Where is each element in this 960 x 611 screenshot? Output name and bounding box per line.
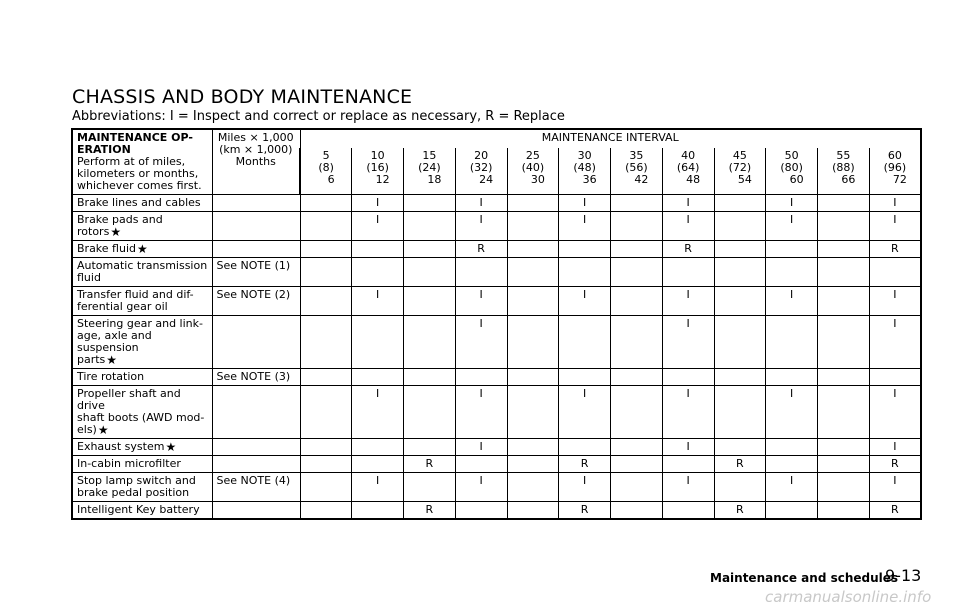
interval-cell	[611, 287, 663, 316]
units-miles: Miles × 1,000	[217, 131, 294, 144]
interval-cell: I	[559, 195, 611, 212]
interval-cell	[404, 386, 456, 439]
page-number: 9-13	[885, 566, 922, 585]
interval-months: 60	[789, 173, 804, 187]
interval-cell	[300, 369, 352, 386]
interval-cell	[766, 456, 818, 473]
table-row	[72, 258, 921, 287]
interval-months: 36	[582, 173, 597, 187]
interval-cell: I	[662, 473, 714, 502]
footer-section-title: Maintenance and schedules	[710, 571, 899, 585]
table-row	[72, 456, 921, 473]
interval-cell	[352, 439, 404, 456]
interval-months: 54	[737, 173, 752, 187]
interval-cell	[404, 369, 456, 386]
operation-header-note-2: kilometers or months,	[77, 167, 199, 180]
interval-cell	[559, 316, 611, 369]
interval-cell: I	[766, 287, 818, 316]
table-row	[72, 386, 921, 439]
operation-line: Propeller shaft and drive	[77, 387, 181, 412]
interval-cell: R	[869, 241, 921, 258]
interval-cell	[300, 195, 352, 212]
interval-col-60	[869, 148, 921, 194]
operation-line: parts	[77, 353, 106, 366]
interval-cell	[559, 439, 611, 456]
operation-line: Brake lines and cables	[77, 196, 201, 209]
interval-cell: I	[766, 473, 818, 502]
interval-cell	[507, 369, 559, 386]
interval-col-30	[559, 148, 611, 194]
interval-col-15	[404, 148, 456, 194]
interval-col-45	[714, 148, 766, 194]
interval-cell	[714, 473, 766, 502]
note-cell	[212, 456, 300, 473]
interval-cell	[611, 241, 663, 258]
interval-km: (40)	[521, 161, 545, 175]
interval-miles: 35	[629, 149, 644, 163]
interval-cell: I	[662, 195, 714, 212]
interval-col-5	[300, 148, 352, 194]
interval-cell: I	[662, 316, 714, 369]
interval-cell	[404, 258, 456, 287]
interval-cell	[869, 369, 921, 386]
interval-cell: I	[455, 212, 507, 241]
interval-cell	[662, 502, 714, 520]
interval-cell: I	[559, 386, 611, 439]
interval-cell	[714, 386, 766, 439]
interval-cell	[818, 502, 870, 520]
interval-cell: I	[766, 212, 818, 241]
interval-cell	[766, 369, 818, 386]
interval-cell: I	[662, 386, 714, 439]
interval-cell	[818, 287, 870, 316]
interval-cell	[714, 258, 766, 287]
interval-months: 30	[530, 173, 545, 187]
star-icon: ★	[137, 242, 148, 256]
interval-km: (8)	[318, 161, 334, 175]
interval-cell	[611, 439, 663, 456]
operation-cell	[72, 386, 212, 439]
interval-cell: I	[455, 473, 507, 502]
interval-cell	[818, 212, 870, 241]
interval-cell	[507, 386, 559, 439]
interval-cell	[300, 456, 352, 473]
operation-cell	[72, 287, 212, 316]
interval-cell	[404, 439, 456, 456]
interval-cell: I	[352, 195, 404, 212]
note-cell	[212, 316, 300, 369]
interval-cell	[507, 456, 559, 473]
interval-cell	[300, 287, 352, 316]
interval-km: (56)	[625, 161, 648, 175]
interval-cell	[818, 241, 870, 258]
operation-header-note-1: Perform at of miles,	[77, 155, 186, 168]
interval-cell	[507, 439, 559, 456]
interval-months: 42	[634, 173, 649, 187]
table-row	[72, 195, 921, 212]
operation-header-title-1: MAINTENANCE OP-	[77, 131, 193, 144]
interval-cell	[455, 456, 507, 473]
interval-cell	[662, 456, 714, 473]
interval-months: 24	[479, 173, 494, 187]
interval-cell: R	[714, 502, 766, 520]
page-title: CHASSIS AND BODY MAINTENANCE	[72, 86, 413, 108]
interval-miles: 50	[784, 149, 799, 163]
operation-line: ferential gear oil	[77, 300, 168, 313]
note-cell	[212, 195, 300, 212]
interval-col-20	[455, 148, 507, 194]
interval-km: (16)	[366, 161, 389, 175]
interval-km: (32)	[469, 161, 493, 175]
interval-cell	[714, 439, 766, 456]
units-header	[212, 129, 300, 195]
operation-line: Stop lamp switch and	[77, 474, 196, 487]
interval-cell	[818, 195, 870, 212]
interval-cell	[300, 439, 352, 456]
interval-cell	[714, 316, 766, 369]
table-row	[72, 316, 921, 369]
interval-cell	[404, 316, 456, 369]
table-row	[72, 369, 921, 386]
interval-months: 18	[427, 173, 442, 187]
interval-cell	[507, 212, 559, 241]
interval-km: (72)	[728, 161, 752, 175]
interval-cell	[559, 258, 611, 287]
operation-cell	[72, 195, 212, 212]
table-row	[72, 212, 921, 241]
interval-cell: I	[869, 316, 921, 369]
interval-cell: I	[869, 212, 921, 241]
interval-cell	[352, 316, 404, 369]
note-cell: See NOTE (3)	[212, 369, 300, 386]
interval-cell: I	[455, 195, 507, 212]
operation-cell	[72, 241, 212, 258]
interval-cell: R	[869, 456, 921, 473]
units-months: Months	[235, 155, 276, 168]
operation-line-wrap	[77, 424, 208, 436]
maintenance-table	[71, 128, 922, 520]
table-body	[72, 195, 921, 520]
interval-cell: I	[455, 386, 507, 439]
interval-cell	[404, 212, 456, 241]
interval-cell: I	[455, 287, 507, 316]
operation-line-wrap	[77, 354, 208, 366]
interval-cell	[507, 258, 559, 287]
interval-km: (64)	[676, 161, 700, 175]
operation-line: Intelligent Key battery	[77, 503, 200, 516]
interval-cell	[611, 386, 663, 439]
operation-cell	[72, 456, 212, 473]
interval-cell	[766, 439, 818, 456]
interval-cell	[662, 369, 714, 386]
interval-cell	[352, 258, 404, 287]
operation-line: Automatic transmission	[77, 259, 208, 272]
interval-cell	[714, 212, 766, 241]
operation-line: age, axle and suspension	[77, 329, 152, 354]
interval-col-50	[766, 148, 818, 194]
interval-km: (24)	[418, 161, 441, 175]
interval-cell: R	[455, 241, 507, 258]
note-cell: See NOTE (4)	[212, 473, 300, 502]
interval-cell: R	[869, 502, 921, 520]
interval-cell	[300, 258, 352, 287]
interval-cell	[818, 473, 870, 502]
note-cell	[212, 386, 300, 439]
interval-miles: 5	[322, 149, 330, 163]
units-km: (km × 1,000)	[219, 143, 293, 156]
operation-line: Tire rotation	[77, 370, 145, 383]
interval-col-25	[507, 148, 559, 194]
interval-months: 48	[686, 173, 701, 187]
operation-cell	[72, 369, 212, 386]
interval-cell	[404, 287, 456, 316]
interval-cell	[611, 456, 663, 473]
interval-cell: I	[352, 212, 404, 241]
abbreviations-note: Abbreviations: I = Inspect and correct or replace as necessary, R = Replace	[72, 109, 565, 124]
interval-cell	[507, 287, 559, 316]
interval-cell	[662, 258, 714, 287]
interval-miles: 25	[525, 149, 540, 163]
operation-cell	[72, 212, 212, 241]
interval-cell	[611, 316, 663, 369]
operation-header-note-3: whichever comes first.	[77, 179, 202, 192]
interval-cell	[404, 473, 456, 502]
interval-cell	[818, 369, 870, 386]
operation-cell	[72, 316, 212, 369]
interval-cell: I	[559, 473, 611, 502]
operation-header	[72, 129, 212, 195]
interval-km: (48)	[573, 161, 596, 175]
interval-cell	[818, 258, 870, 287]
table-row	[72, 502, 921, 520]
interval-cell	[300, 241, 352, 258]
interval-cell	[818, 316, 870, 369]
note-cell: See NOTE (1)	[212, 258, 300, 287]
interval-cell	[507, 195, 559, 212]
interval-cell	[455, 258, 507, 287]
interval-col-35	[611, 148, 663, 194]
interval-cell	[611, 502, 663, 520]
interval-cell	[869, 258, 921, 287]
interval-cell	[352, 241, 404, 258]
star-icon: ★	[106, 353, 118, 367]
interval-miles: 15	[422, 149, 437, 163]
interval-km: (80)	[780, 161, 803, 175]
interval-cell: I	[869, 287, 921, 316]
operation-line: Brake fluid	[77, 242, 136, 255]
interval-cell	[404, 195, 456, 212]
interval-cell	[300, 502, 352, 520]
interval-cell	[818, 386, 870, 439]
interval-cell	[352, 456, 404, 473]
interval-cell: R	[559, 456, 611, 473]
interval-cell: I	[869, 386, 921, 439]
interval-cell: I	[869, 439, 921, 456]
interval-miles: 40	[681, 149, 696, 163]
interval-cell: I	[662, 287, 714, 316]
interval-miles: 55	[836, 149, 851, 163]
interval-col-40	[662, 148, 714, 194]
table-row	[72, 287, 921, 316]
note-cell	[212, 502, 300, 520]
operation-header-title-2: ERATION	[77, 143, 131, 156]
operation-cell	[72, 258, 212, 287]
interval-cell	[611, 369, 663, 386]
interval-cell: I	[455, 316, 507, 369]
interval-km: (96)	[883, 161, 907, 175]
interval-cell	[300, 473, 352, 502]
interval-cell	[404, 241, 456, 258]
operation-line: els)	[77, 423, 97, 436]
table-row	[72, 473, 921, 502]
interval-miles: 60	[887, 149, 902, 163]
interval-months: 12	[375, 173, 390, 187]
star-icon: ★	[97, 423, 109, 437]
note-cell	[212, 212, 300, 241]
interval-cell: I	[869, 195, 921, 212]
operation-line: brake pedal position	[77, 486, 190, 499]
interval-cell	[455, 369, 507, 386]
note-cell	[212, 241, 300, 258]
interval-cell	[507, 502, 559, 520]
interval-cell: I	[766, 195, 818, 212]
interval-cell: I	[766, 386, 818, 439]
interval-km: (88)	[832, 161, 855, 175]
interval-cell: I	[455, 439, 507, 456]
interval-cell: R	[404, 502, 456, 520]
operation-line: In-cabin microfilter	[77, 457, 181, 470]
interval-cell	[714, 287, 766, 316]
interval-cell	[611, 195, 663, 212]
interval-cell	[352, 502, 404, 520]
interval-cell	[507, 473, 559, 502]
interval-cell	[455, 502, 507, 520]
interval-cell	[559, 241, 611, 258]
interval-cell: I	[352, 386, 404, 439]
operation-line: shaft boots (AWD mod-	[77, 411, 205, 424]
note-cell	[212, 439, 300, 456]
interval-months: 72	[892, 173, 907, 187]
operation-line: Exhaust system	[77, 440, 165, 453]
interval-cell: R	[559, 502, 611, 520]
interval-miles: 45	[732, 149, 747, 163]
operation-line: Brake pads and rotors	[77, 213, 163, 238]
interval-cell	[352, 369, 404, 386]
operation-line: Steering gear and link-	[77, 317, 203, 330]
interval-months: 66	[841, 173, 856, 187]
interval-cell: I	[352, 287, 404, 316]
operation-cell	[72, 502, 212, 520]
interval-cell	[714, 195, 766, 212]
operation-cell	[72, 439, 212, 456]
interval-miles: 20	[474, 149, 489, 163]
interval-cell: I	[559, 212, 611, 241]
star-icon: ★	[110, 225, 122, 239]
interval-cell: R	[404, 456, 456, 473]
interval-cell	[559, 369, 611, 386]
interval-col-55	[818, 148, 870, 194]
interval-cell: R	[714, 456, 766, 473]
interval-cell: R	[662, 241, 714, 258]
interval-cell	[611, 258, 663, 287]
operation-line-wrap	[77, 243, 208, 255]
interval-header: MAINTENANCE INTERVAL	[300, 129, 921, 148]
interval-cell: I	[559, 287, 611, 316]
note-cell: See NOTE (2)	[212, 287, 300, 316]
operation-line: Transfer fluid and dif-	[77, 288, 194, 301]
operation-line-wrap	[77, 441, 208, 453]
operation-line: fluid	[77, 271, 101, 284]
interval-cell	[300, 386, 352, 439]
interval-cell	[300, 316, 352, 369]
interval-cell	[611, 473, 663, 502]
interval-cell	[766, 241, 818, 258]
interval-cell: I	[662, 212, 714, 241]
interval-cell	[300, 212, 352, 241]
table-row	[72, 439, 921, 456]
interval-cell	[507, 241, 559, 258]
interval-cell	[818, 439, 870, 456]
interval-cell: I	[869, 473, 921, 502]
operation-line-wrap	[77, 214, 208, 238]
interval-cell: I	[662, 439, 714, 456]
interval-cell	[714, 369, 766, 386]
operation-cell	[72, 473, 212, 502]
star-icon: ★	[165, 440, 177, 454]
table-row	[72, 241, 921, 258]
interval-cell	[507, 316, 559, 369]
interval-cell	[766, 502, 818, 520]
interval-cell	[766, 316, 818, 369]
watermark-logo: carmanualsonline.info	[765, 588, 932, 606]
interval-cell: I	[352, 473, 404, 502]
interval-miles: 30	[577, 149, 592, 163]
interval-miles: 10	[370, 149, 385, 163]
interval-cell	[611, 212, 663, 241]
interval-cell	[766, 258, 818, 287]
interval-months: 6	[327, 173, 335, 187]
interval-col-10	[352, 148, 404, 194]
interval-cell	[714, 241, 766, 258]
interval-cell	[818, 456, 870, 473]
